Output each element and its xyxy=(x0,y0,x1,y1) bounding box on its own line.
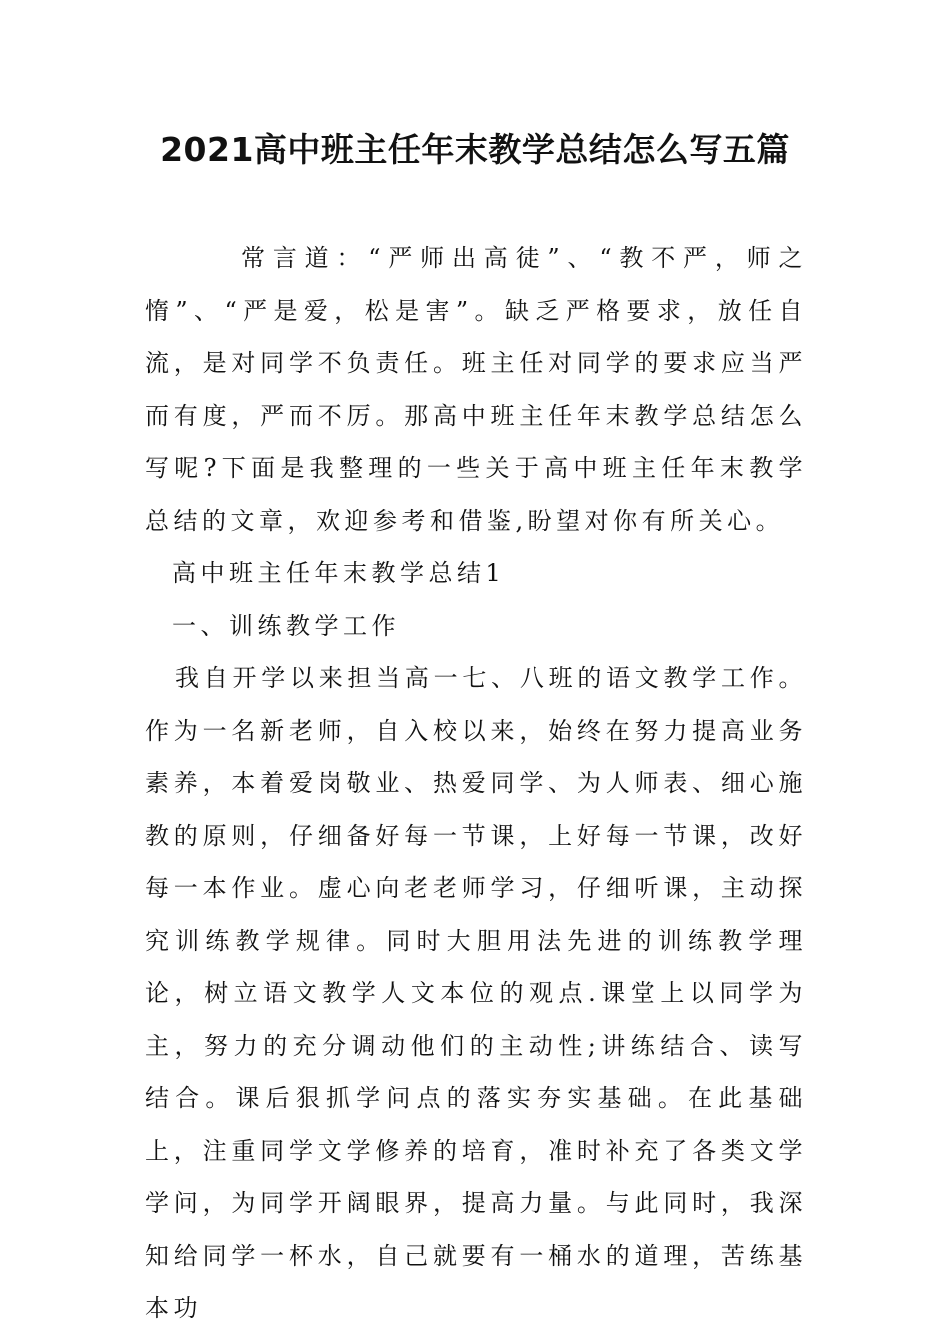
document-body xyxy=(145,232,807,1335)
subsection-heading: 一、训练教学工作 xyxy=(172,611,400,640)
section-heading: 高中班主任年末教学总结1 xyxy=(172,559,506,587)
body-paragraph: 我自开学以来担当高一七、八班的语文教学工作。作为一名新老师，自入校以来，始终在努力提高业务素养，本着爱岗敬业、热爱同学、为人师表、细心施教的原则，仔细备好每一节课，上好每一节课，改好每一本作业。虚心向老老师学习，仔细听课，主动探究训练教学规律。同时大胆用法先进的训练教学理论，树立语文教学人文本位的观点.课堂上以同学为主，努力的充分调动他们的主动性;讲练结合、读写结合。课后狠抓学问点的落实夯实基础。在此基础上，注重同学文学修养的培育，准时补充了各类文学学问，为同学开阔眼界，提高力量。与此同时，我深知给同学一杯水，自己就要有一桶水的道理，苦练基本功 xyxy=(145,664,807,1322)
document-title: 2021高中班主任年末教学总结怎么写五篇 xyxy=(160,130,790,169)
intro-paragraph: 常言道：“严师出高徒”、“教不严，师之惰”、“严是爱，松是害”。缺乏严格要求，放任自流，是对同学不负责任。班主任对同学的要求应当严而有度，严而不厉。那高中班主任年末教学总结怎么写呢?下面是我整理的一些关于高中班主任年末教学总结的文章，欢迎参考和借鉴,盼望对你有所关心。 xyxy=(145,244,807,535)
